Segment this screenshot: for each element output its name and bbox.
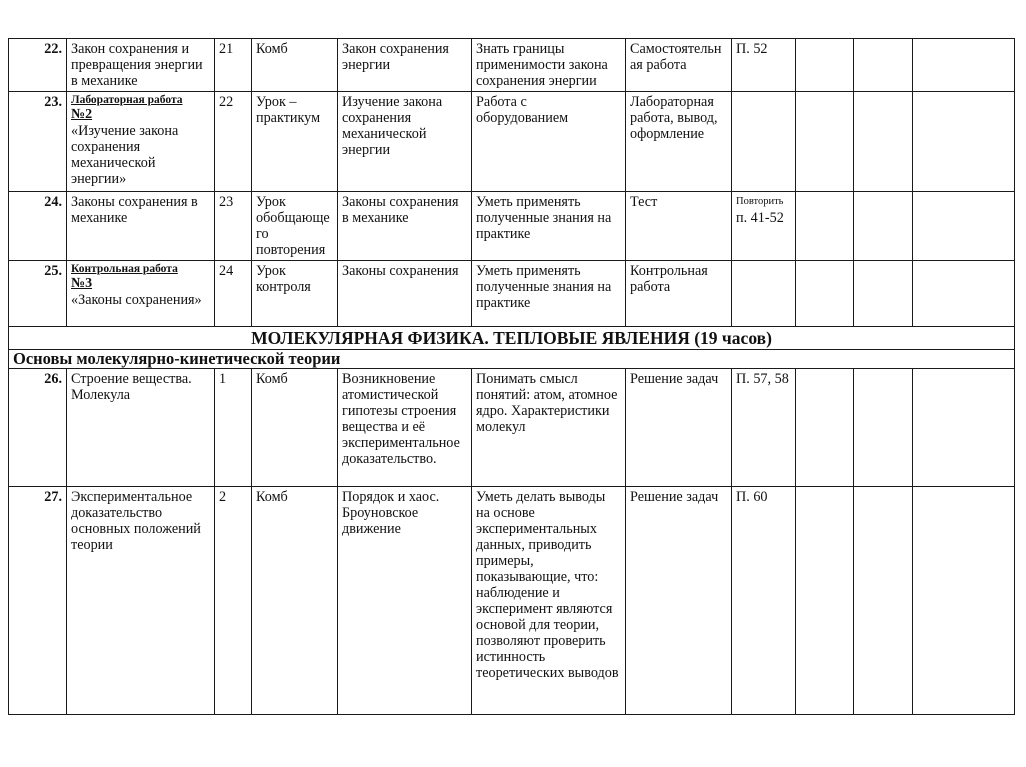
table-row xyxy=(9,92,1015,192)
control-cell: Решение задач xyxy=(626,487,732,715)
row-number: 26. xyxy=(9,369,67,487)
homework-cell: П. 52 xyxy=(732,39,796,92)
requirements-cell: Работа с оборудованием xyxy=(472,92,626,192)
lesson-type-cell: Комб xyxy=(252,369,338,487)
homework-cell: П. 60 xyxy=(732,487,796,715)
lesson-type-cell: Урок контроля xyxy=(252,261,338,327)
test-work-number: №3 xyxy=(71,276,93,291)
empty-cell xyxy=(796,92,854,192)
content-cell: Изучение закона сохранения механической энергии xyxy=(338,92,472,192)
lesson-type-cell: Комб xyxy=(252,39,338,92)
subsection-row xyxy=(9,350,1015,369)
subsection-title: Основы молекулярно-кинетической теории xyxy=(9,350,1015,369)
topic-cell: Строение вещества. Молекула xyxy=(67,369,215,487)
lesson-number-cell: 23 xyxy=(215,192,252,261)
topic-cell xyxy=(67,261,215,327)
row-number: 27. xyxy=(9,487,67,715)
empty-cell xyxy=(913,192,1015,261)
empty-cell xyxy=(913,92,1015,192)
control-cell: Лабораторная работа, вывод, оформление xyxy=(626,92,732,192)
empty-cell xyxy=(854,369,913,487)
empty-cell xyxy=(854,487,913,715)
empty-cell xyxy=(854,192,913,261)
table-row xyxy=(9,261,1015,327)
homework-cell xyxy=(732,192,796,261)
lesson-type-cell: Комб xyxy=(252,487,338,715)
topic-cell: Закон сохранения и превращения энергии в механике xyxy=(67,39,215,92)
table-row xyxy=(9,39,1015,92)
row-number: 24. xyxy=(9,192,67,261)
requirements-cell: Уметь делать выводы на основе экспериментальных данных, приводить примеры, показывающие, что: наблюдение и эксперимент являются основой для теории, позволяют проверить истинность теоретических выводов xyxy=(472,487,626,715)
empty-cell xyxy=(854,92,913,192)
requirements-cell: Уметь применять полученные знания на практике xyxy=(472,192,626,261)
test-work-title: Контрольная работа xyxy=(71,263,178,275)
lesson-type-cell: Урок – практикум xyxy=(252,92,338,192)
empty-cell xyxy=(796,487,854,715)
section-row xyxy=(9,327,1015,350)
table-row xyxy=(9,369,1015,487)
content-cell: Законы сохранения xyxy=(338,261,472,327)
control-cell: Самостоятельная работа xyxy=(626,39,732,92)
homework-cell xyxy=(732,261,796,327)
content-cell: Закон сохранения энергии xyxy=(338,39,472,92)
requirements-cell: Уметь применять полученные знания на практике xyxy=(472,261,626,327)
empty-cell xyxy=(796,369,854,487)
empty-cell xyxy=(913,487,1015,715)
homework-text: п. 41-52 xyxy=(736,210,784,226)
lab-work-number: №2 xyxy=(71,107,93,122)
row-number: 25. xyxy=(9,261,67,327)
content-cell: Законы сохранения в механике xyxy=(338,192,472,261)
lab-work-title: Лабораторная работа xyxy=(71,94,183,106)
empty-cell xyxy=(913,261,1015,327)
lesson-number-cell: 24 xyxy=(215,261,252,327)
requirements-cell: Знать границы применимости закона сохранения энергии xyxy=(472,39,626,92)
section-title: МОЛЕКУЛЯРНАЯ ФИЗИКА. ТЕПЛОВЫЕ ЯВЛЕНИЯ (19 часов) xyxy=(9,327,1015,350)
control-cell: Решение задач xyxy=(626,369,732,487)
lesson-number-cell: 22 xyxy=(215,92,252,192)
lesson-number-cell: 21 xyxy=(215,39,252,92)
homework-cell xyxy=(732,92,796,192)
topic-cell: Экспериментальное доказательство основных положений теории xyxy=(67,487,215,715)
lesson-type-cell: Урок обобщающего повторения xyxy=(252,192,338,261)
homework-note: Повторить xyxy=(736,196,784,207)
lesson-number-cell: 2 xyxy=(215,487,252,715)
empty-cell xyxy=(913,369,1015,487)
lesson-number-cell: 1 xyxy=(215,369,252,487)
test-work-name: «Законы сохранения» xyxy=(71,292,202,308)
empty-cell xyxy=(854,39,913,92)
table-row xyxy=(9,487,1015,715)
lesson-plan-table xyxy=(8,38,1015,715)
lesson-plan-sheet xyxy=(8,38,1014,712)
requirements-cell: Понимать смысл понятий: атом, атомное ядро. Характеристики молекул xyxy=(472,369,626,487)
row-number: 23. xyxy=(9,92,67,192)
control-cell: Контрольная работа xyxy=(626,261,732,327)
topic-cell: Законы сохранения в механике xyxy=(67,192,215,261)
topic-cell xyxy=(67,92,215,192)
control-cell: Тест xyxy=(626,192,732,261)
homework-cell: П. 57, 58 xyxy=(732,369,796,487)
row-number: 22. xyxy=(9,39,67,92)
lab-work-name: «Изучение закона сохранения механической энергии» xyxy=(71,123,179,187)
table-row xyxy=(9,192,1015,261)
empty-cell xyxy=(796,261,854,327)
content-cell: Возникновение атомистической гипотезы строения вещества и её экспериментальное доказательство. xyxy=(338,369,472,487)
empty-cell xyxy=(854,261,913,327)
content-cell: Порядок и хаос. Броуновское движение xyxy=(338,487,472,715)
empty-cell xyxy=(796,192,854,261)
empty-cell xyxy=(913,39,1015,92)
empty-cell xyxy=(796,39,854,92)
